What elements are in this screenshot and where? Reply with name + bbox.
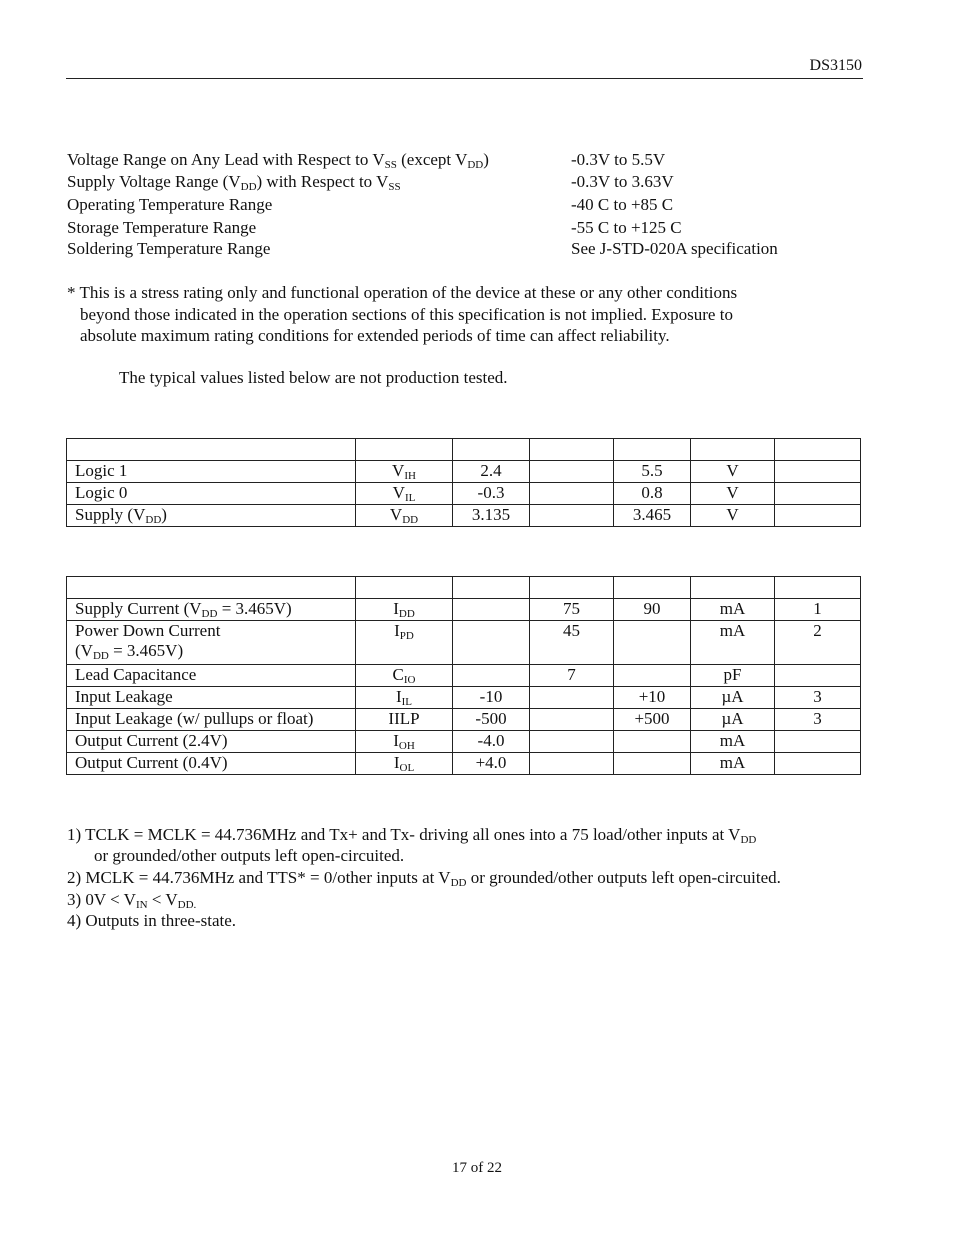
typ-cell: 45 xyxy=(530,621,614,665)
symbol-cell xyxy=(356,577,453,599)
param-cell: Output Current (2.4V) xyxy=(67,731,356,753)
rating-value: -55 C to +125 C xyxy=(571,218,682,237)
max-cell xyxy=(614,621,691,665)
max-cell: 3.465 xyxy=(614,505,691,527)
dc-characteristics-table xyxy=(66,576,861,775)
rating-value: See J-STD-020A specification xyxy=(571,239,778,258)
table-row xyxy=(67,461,861,483)
param-cell xyxy=(67,439,356,461)
max-cell: 90 xyxy=(614,599,691,621)
min-cell: -500 xyxy=(453,709,530,731)
stress-note-line-3: absolute maximum rating conditions for extended periods of time can affect reliability. xyxy=(80,326,670,345)
min-cell xyxy=(453,665,530,687)
units-cell: µA xyxy=(691,709,775,731)
typical-values-note: The typical values listed below are not production tested. xyxy=(119,368,508,387)
param-cell: Output Current (0.4V) xyxy=(67,753,356,775)
units-cell: V xyxy=(691,505,775,527)
notes-cell xyxy=(775,753,861,775)
typ-cell: 75 xyxy=(530,599,614,621)
header-rule xyxy=(66,78,863,79)
symbol-cell: $V_{IL}$ xyxy=(356,483,453,505)
param-cell xyxy=(67,577,356,599)
typ-cell xyxy=(530,439,614,461)
max-cell xyxy=(614,753,691,775)
units-cell: V xyxy=(691,461,775,483)
param-cell: Lead Capacitance xyxy=(67,665,356,687)
notes-cell: 3 xyxy=(775,687,861,709)
table-row xyxy=(67,665,861,687)
rating-value: -0.3V to 3.63V xyxy=(571,172,674,191)
param-cell: Input Leakage xyxy=(67,687,356,709)
symbol-cell: $C_{IO}$ xyxy=(356,665,453,687)
table-row xyxy=(67,709,861,731)
min-cell: +4.0 xyxy=(453,753,530,775)
min-cell: -0.3 xyxy=(453,483,530,505)
symbol-cell: $I_{PD}$ xyxy=(356,621,453,665)
symbol-cell xyxy=(356,439,453,461)
rating-label: Storage Temperature Range xyxy=(67,218,257,237)
units-cell xyxy=(691,439,775,461)
units-cell: µA xyxy=(691,687,775,709)
min-cell: 3.135 xyxy=(453,505,530,527)
table-row xyxy=(67,599,861,621)
recommended-dc-operating-conditions-table xyxy=(66,438,861,527)
footnote-3: 3) $0V < V_{IN} < V_{DD.}$ xyxy=(67,890,197,911)
max-cell xyxy=(614,439,691,461)
table-row xyxy=(67,439,861,461)
param-cell: Input Leakage (w/ pullups or float) xyxy=(67,709,356,731)
page-number: 17 of 22 xyxy=(452,1160,502,1176)
footnote-4: 4) Outputs in three-state. xyxy=(67,911,237,930)
stress-note-line-2: beyond those indicated in the operation sections of this specification is not implied. Exposure to xyxy=(80,304,733,324)
rating-value: -40 C to +85 C xyxy=(571,195,674,214)
table-row xyxy=(67,753,861,775)
max-cell xyxy=(614,665,691,687)
min-cell: -10 xyxy=(453,687,530,709)
stress-note xyxy=(67,282,861,347)
units-cell: mA xyxy=(691,599,775,621)
typ-cell xyxy=(530,731,614,753)
table-row xyxy=(67,731,861,753)
min-cell xyxy=(453,439,530,461)
notes-cell: 3 xyxy=(775,709,861,731)
min-cell xyxy=(453,599,530,621)
table-row xyxy=(67,621,861,665)
units-cell: mA xyxy=(691,731,775,753)
symbol-cell: $V_{DD}$ xyxy=(356,505,453,527)
symbol-cell: $V_{IH}$ xyxy=(356,461,453,483)
param-cell: Supply Current $(V_{DD} = 3.465V)$ xyxy=(67,599,356,621)
table-row xyxy=(67,577,861,599)
symbol-cell: $I_{OL}$ xyxy=(356,753,453,775)
max-cell: +500 xyxy=(614,709,691,731)
symbol-cell: $I_{OH}$ xyxy=(356,731,453,753)
typ-cell xyxy=(530,709,614,731)
symbol-cell: $I_{IL}$ xyxy=(356,687,453,709)
rating-label: Supply Voltage Range $(V_{DD})$ with Respect to $V_{SS}$ xyxy=(67,172,401,193)
param-cell: Logic 1 xyxy=(67,461,356,483)
typ-cell xyxy=(530,483,614,505)
table-row xyxy=(67,687,861,709)
notes-cell: 1 xyxy=(775,599,861,621)
stress-note-line-1: * This is a stress rating only and functional operation of the device at these or any other conditions xyxy=(67,283,738,302)
rating-value: -0.3V to 5.5V xyxy=(571,150,666,169)
typ-cell xyxy=(530,505,614,527)
min-cell: 2.4 xyxy=(453,461,530,483)
max-cell xyxy=(614,577,691,599)
notes-cell xyxy=(775,461,861,483)
typ-cell xyxy=(530,687,614,709)
symbol-cell: IILP xyxy=(356,709,453,731)
typ-cell xyxy=(530,577,614,599)
table-row xyxy=(67,505,861,527)
footnote-2: 2) MCLK = 44.736MHz and TTS* = 0/other inputs at $V_{DD}$ or grounded/other outputs left open-circuited. xyxy=(67,868,781,889)
notes-cell xyxy=(775,731,861,753)
units-cell: pF xyxy=(691,665,775,687)
units-cell: mA xyxy=(691,753,775,775)
min-cell: -4.0 xyxy=(453,731,530,753)
symbol-cell: $I_{DD}$ xyxy=(356,599,453,621)
min-cell xyxy=(453,577,530,599)
notes-cell xyxy=(775,577,861,599)
notes-cell: 2 xyxy=(775,621,861,665)
max-cell xyxy=(614,731,691,753)
units-cell: mA xyxy=(691,621,775,665)
notes-cell xyxy=(775,505,861,527)
table-row xyxy=(67,483,861,505)
units-cell: V xyxy=(691,483,775,505)
footnote-1-cont: or grounded/other outputs left open-circuited. xyxy=(94,846,405,865)
max-cell: 5.5 xyxy=(614,461,691,483)
notes-cell xyxy=(775,665,861,687)
param-cell: Supply $(V_{DD})$ xyxy=(67,505,356,527)
max-cell: +10 xyxy=(614,687,691,709)
min-cell xyxy=(453,621,530,665)
typ-cell xyxy=(530,461,614,483)
notes-cell xyxy=(775,439,861,461)
notes-cell xyxy=(775,483,861,505)
param-cell: Power Down Current $(V_{DD} = 3.465V)$ xyxy=(67,621,356,665)
param-cell: Logic 0 xyxy=(67,483,356,505)
max-cell: 0.8 xyxy=(614,483,691,505)
units-cell xyxy=(691,577,775,599)
rating-label: Voltage Range on Any Lead with Respect to $V_{SS}$ (except $V_{DD}$) xyxy=(67,150,489,171)
footnote-1: 1) TCLK = MCLK = 44.736MHz and Tx+ and Tx- driving all ones into a 75 load/other inputs at $V_{DD}$ xyxy=(67,825,757,846)
typ-cell xyxy=(530,753,614,775)
rating-label: Soldering Temperature Range xyxy=(67,239,271,258)
typ-cell: 7 xyxy=(530,665,614,687)
rating-label: Operating Temperature Range xyxy=(67,195,273,214)
document-id: DS3150 xyxy=(809,57,862,74)
